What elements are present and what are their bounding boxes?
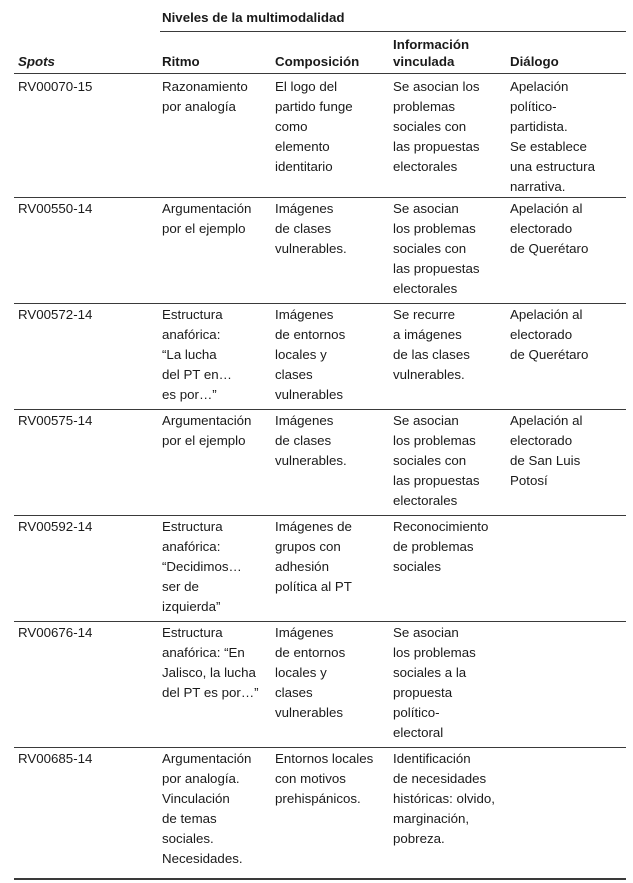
dialogo-cell-line: electorado — [510, 433, 573, 448]
composicion-cell-line: adhesión — [275, 559, 329, 574]
ritmo-cell-line: Argumentación — [162, 413, 252, 428]
ritmo-cell-line: Jalisco, la lucha — [162, 665, 256, 680]
composicion-cell-line: elemento — [275, 139, 330, 154]
spot-id-cell: RV00592-14 — [18, 519, 93, 534]
informacion-cell-line: Reconocimiento — [393, 519, 489, 534]
composicion-cell-line: locales y — [275, 347, 327, 362]
ritmo-cell-line: Argumentación — [162, 751, 252, 766]
composicion-cell — [275, 305, 345, 405]
ritmo-cell — [162, 305, 232, 405]
ritmo-cell-line: Razonamiento — [162, 79, 248, 94]
column-header-informacion-line2: vinculada — [393, 54, 455, 69]
spot-id-cell: RV00550-14 — [18, 201, 93, 216]
informacion-cell-line: sociales con — [393, 119, 467, 134]
dialogo-cell — [510, 305, 588, 365]
informacion-cell-line: de las clases — [393, 347, 470, 362]
informacion-cell-line: vulnerables. — [393, 367, 465, 382]
composicion-cell — [275, 749, 373, 809]
column-header-ritmo: Ritmo — [162, 54, 200, 69]
ritmo-cell-line: Estructura — [162, 307, 223, 322]
ritmo-cell-line: Argumentación — [162, 201, 252, 216]
informacion-cell-line: electorales — [393, 493, 458, 508]
informacion-cell-line: los problemas — [393, 433, 476, 448]
composicion-cell-line: de entornos — [275, 645, 346, 660]
informacion-cell — [393, 623, 476, 743]
column-header-composicion: Composición — [275, 54, 360, 69]
dialogo-cell-line: Apelación — [510, 79, 569, 94]
informacion-cell-line: propuesta — [393, 685, 453, 700]
composicion-cell-line: con motivos — [275, 771, 346, 786]
informacion-cell-line: de necesidades — [393, 771, 487, 786]
ritmo-cell-line: anafórica: — [162, 327, 221, 342]
composicion-cell — [275, 77, 353, 177]
composicion-cell-line: vulnerables. — [275, 241, 347, 256]
composicion-cell-line: vulnerables. — [275, 453, 347, 468]
informacion-cell-line: sociales a la — [393, 665, 467, 680]
dialogo-cell-line: Se establece — [510, 139, 587, 154]
ritmo-cell-line: por analogía — [162, 99, 236, 114]
dialogo-cell-line: partidista. — [510, 119, 568, 134]
informacion-cell-line: los problemas — [393, 645, 476, 660]
ritmo-cell-line: Estructura — [162, 519, 223, 534]
ritmo-cell — [162, 411, 251, 451]
ritmo-cell-line: anafórica: “En — [162, 645, 245, 660]
composicion-cell-line: Imágenes — [275, 201, 334, 216]
informacion-cell-line: sociales — [393, 559, 442, 574]
informacion-cell-line: a imágenes — [393, 327, 462, 342]
header-rule — [14, 73, 626, 74]
spot-id-cell: RV00572-14 — [18, 307, 93, 322]
spot-id-cell: RV00575-14 — [18, 413, 93, 428]
ritmo-cell — [162, 749, 251, 869]
row-divider — [14, 303, 626, 304]
informacion-cell-line: Se asocian los — [393, 79, 480, 94]
informacion-cell-line: Se asocian — [393, 201, 459, 216]
composicion-cell — [275, 411, 347, 471]
informacion-cell — [393, 517, 488, 577]
ritmo-cell-line: es por…” — [162, 387, 217, 402]
ritmo-cell-line: ser de — [162, 579, 199, 594]
dialogo-cell-line: de Querétaro — [510, 241, 589, 256]
informacion-cell-line: electoral — [393, 725, 444, 740]
informacion-cell-line: sociales con — [393, 453, 467, 468]
composicion-cell-line: El logo del — [275, 79, 338, 94]
composicion-cell-line: grupos con — [275, 539, 341, 554]
dialogo-cell-line: electorado — [510, 327, 573, 342]
dialogo-cell-line: narrativa. — [510, 179, 566, 194]
ritmo-cell-line: por el ejemplo — [162, 221, 246, 236]
composicion-cell-line: Imágenes de — [275, 519, 352, 534]
ritmo-cell — [162, 199, 251, 239]
ritmo-cell-line: Vinculación — [162, 791, 230, 806]
informacion-cell — [393, 77, 479, 177]
composicion-cell-line: política al PT — [275, 579, 352, 594]
composicion-cell-line: Imágenes — [275, 413, 334, 428]
row-divider — [14, 878, 626, 880]
informacion-cell-line: electorales — [393, 159, 458, 174]
informacion-cell-line: marginación, — [393, 811, 470, 826]
ritmo-cell-line: sociales. — [162, 831, 214, 846]
composicion-cell-line: como — [275, 119, 308, 134]
composicion-cell-line: locales y — [275, 665, 327, 680]
spot-id-cell: RV00676-14 — [18, 625, 93, 640]
ritmo-cell-line: “La lucha — [162, 347, 217, 362]
column-header-spots: Spots — [18, 54, 55, 69]
informacion-cell-line: las propuestas — [393, 139, 480, 154]
composicion-cell-line: de entornos — [275, 327, 346, 342]
composicion-cell-line: vulnerables — [275, 387, 344, 402]
informacion-cell-line: sociales con — [393, 241, 467, 256]
ritmo-cell-line: anafórica: — [162, 539, 221, 554]
ritmo-cell-line: Estructura — [162, 625, 223, 640]
dialogo-cell-line: de San Luis — [510, 453, 581, 468]
row-divider — [14, 197, 626, 198]
row-divider — [14, 409, 626, 410]
informacion-cell-line: de problemas — [393, 539, 474, 554]
column-header-dialogo: Diálogo — [510, 54, 559, 69]
dialogo-cell-line: Apelación al — [510, 413, 583, 428]
ritmo-cell — [162, 517, 242, 617]
dialogo-cell-line: Apelación al — [510, 201, 583, 216]
row-divider — [14, 621, 626, 622]
ritmo-cell — [162, 623, 259, 703]
composicion-cell — [275, 517, 352, 597]
informacion-cell-line: los problemas — [393, 221, 476, 236]
informacion-cell-line: las propuestas — [393, 473, 480, 488]
ritmo-cell-line: Necesidades. — [162, 851, 243, 866]
dialogo-cell-line: electorado — [510, 221, 573, 236]
row-divider — [14, 515, 626, 516]
ritmo-cell-line: del PT es por…” — [162, 685, 259, 700]
informacion-cell-line: pobreza. — [393, 831, 445, 846]
composicion-cell-line: Entornos locales — [275, 751, 374, 766]
informacion-cell-line: electorales — [393, 281, 458, 296]
composicion-cell-line: de clases — [275, 433, 332, 448]
dialogo-cell-line: una estructura — [510, 159, 596, 174]
informacion-cell-line: las propuestas — [393, 261, 480, 276]
informacion-cell — [393, 199, 479, 299]
informacion-cell-line: históricas: olvido, — [393, 791, 495, 806]
informacion-cell-line: político- — [393, 705, 440, 720]
ritmo-cell — [162, 77, 248, 117]
composicion-cell-line: vulnerables — [275, 705, 344, 720]
composicion-cell-line: clases — [275, 685, 313, 700]
informacion-cell-line: Se asocian — [393, 625, 459, 640]
composicion-cell-line: clases — [275, 367, 313, 382]
ritmo-cell-line: izquierda” — [162, 599, 221, 614]
dialogo-cell-line: de Querétaro — [510, 347, 589, 362]
column-header-informacion — [393, 36, 469, 70]
dialogo-cell — [510, 199, 588, 259]
ritmo-cell-line: por analogía. — [162, 771, 240, 786]
group-title: Niveles de la multimodalidad — [162, 10, 345, 25]
ritmo-cell-line: de temas — [162, 811, 217, 826]
informacion-cell-line: Se asocian — [393, 413, 459, 428]
ritmo-cell-line: “Decidimos… — [162, 559, 242, 574]
dialogo-cell-line: Apelación al — [510, 307, 583, 322]
informacion-cell — [393, 305, 470, 385]
group-title-rule — [160, 31, 626, 32]
composicion-cell-line: identitario — [275, 159, 333, 174]
dialogo-cell — [510, 411, 582, 491]
informacion-cell — [393, 749, 495, 849]
composicion-cell-line: partido funge — [275, 99, 353, 114]
spot-id-cell: RV00070-15 — [18, 79, 93, 94]
composicion-cell — [275, 623, 345, 723]
informacion-cell-line: Identificación — [393, 751, 471, 766]
composicion-cell-line: Imágenes — [275, 307, 334, 322]
ritmo-cell-line: del PT en… — [162, 367, 232, 382]
dialogo-cell — [510, 77, 595, 197]
ritmo-cell-line: por el ejemplo — [162, 433, 246, 448]
informacion-cell-line: Se recurre — [393, 307, 456, 322]
informacion-cell-line: problemas — [393, 99, 456, 114]
column-header-informacion-line1: Información — [393, 37, 470, 52]
informacion-cell — [393, 411, 479, 511]
dialogo-cell-line: Potosí — [510, 473, 548, 488]
composicion-cell — [275, 199, 347, 259]
row-divider — [14, 747, 626, 748]
dialogo-cell-line: político- — [510, 99, 557, 114]
composicion-cell-line: prehispánicos. — [275, 791, 361, 806]
spot-id-cell: RV00685-14 — [18, 751, 93, 766]
composicion-cell-line: de clases — [275, 221, 332, 236]
composicion-cell-line: Imágenes — [275, 625, 334, 640]
